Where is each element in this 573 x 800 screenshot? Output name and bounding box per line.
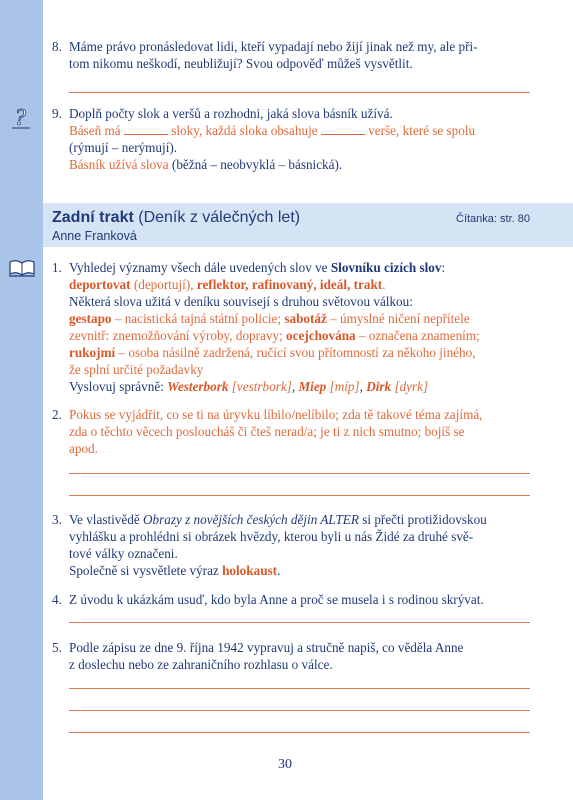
task-3: [52, 511, 530, 579]
text-line: Doplň počty slok a veršů a rozhodni, jaká slova básník užívá.: [69, 106, 393, 121]
text-line: zevnitř: znemožňování výroby, dopravy; ocejchována – označena znamením;: [69, 328, 480, 343]
text-line: Máme právo pronásledovat lidi, kteří vypadají nebo žijí jinak než my, ale při-: [69, 39, 478, 54]
section-header-band: [43, 203, 573, 247]
text-line: Pokus se vyjádřit, co se ti na úryvku líbilo/nelíbilo; zda tě takové téma zajímá,: [69, 407, 483, 422]
task-4: [52, 591, 530, 608]
section-author: Anne Franková: [52, 229, 137, 243]
task-number: 4.: [52, 592, 62, 607]
question-number: 9.: [52, 106, 62, 121]
text-line: Vyhledej významy všech dále uvedených slov ve Slovníku cizích slov:: [69, 260, 446, 275]
text-line: že splní určité požadavky: [69, 362, 204, 377]
text-line: vyhlášku a prohlédni si obrázek hvězdy, kterou byli u nás Židé za druhé svě-: [69, 529, 474, 544]
text-line: Podle zápisu ze dne 9. října 1942 vypravuj a stručně napiš, co věděla Anne: [69, 640, 464, 655]
answer-line[interactable]: [69, 732, 530, 733]
text-line: (rýmují – nerýmují).: [69, 140, 178, 155]
answer-line[interactable]: [69, 622, 530, 623]
text-line: Společně si vysvětlete výraz holokaust.: [69, 563, 281, 578]
question-9: [52, 105, 530, 173]
answer-line[interactable]: [69, 495, 530, 496]
text-line: zda o těchto věcech posloucháš či čteš nerad/a; je ti z nich smutno; bojíš se: [69, 424, 465, 439]
text-line: deportovat (deportují), reflektor, rafinovaný, ideál, trakt.: [69, 277, 386, 292]
answer-line[interactable]: [69, 710, 530, 711]
task-number: 1.: [52, 260, 62, 275]
open-book-icon: [8, 258, 36, 278]
task-number: 5.: [52, 640, 62, 655]
textbook-reference: Čítanka: str. 80: [456, 213, 530, 225]
svg-text:?: ?: [14, 105, 26, 130]
task-5: [52, 639, 530, 673]
text-line: Některá slova užitá v deníku souvisejí s druhou světovou válkou:: [69, 294, 413, 309]
question-number: 8.: [52, 39, 62, 54]
task-number: 3.: [52, 512, 62, 527]
text-line: Vyslovuj správně: Westerbork [vestrbork], Miep [míp], Dirk [dyrk]: [69, 379, 429, 394]
text-line: Ve vlastivědě Obrazy z novějších českých dějin ALTER si přečti protižidovskou: [69, 512, 487, 527]
task-1: [52, 259, 530, 395]
text-line: gestapo – nacistická tajná státní policie; sabotáž – úmyslné ničení nepřítele: [69, 311, 470, 326]
question-8: [52, 38, 530, 72]
blank-field[interactable]: [321, 123, 365, 135]
question-mark-icon: [11, 104, 31, 130]
text-line: z doslechu nebo ze zahraničního rozhlasu o válce.: [69, 657, 333, 672]
page-number: 30: [278, 757, 292, 772]
text-line: Z úvodu k ukázkám usuď, kdo byla Anne a proč se musela i s rodinou skrývat.: [69, 592, 484, 607]
task-number: 2.: [52, 407, 62, 422]
text-line: apod.: [69, 441, 98, 456]
answer-line[interactable]: [69, 688, 530, 689]
text-line: Básník užívá slova (běžná – neobvyklá – básnická).: [69, 157, 343, 172]
text-line: tové války označeni.: [69, 546, 178, 561]
text-line: rukojmí – osoba násilně zadržená, ručící svou přítomností za někoho jiného,: [69, 345, 476, 360]
section-title: Zadní trakt (Deník z válečných let): [52, 209, 301, 226]
fill-in-line: Báseň má sloky, každá sloka obsahuje verše, které se spolu: [69, 123, 476, 138]
blank-field[interactable]: [124, 123, 168, 135]
task-2: [52, 406, 530, 457]
answer-line[interactable]: [69, 92, 530, 93]
answer-line[interactable]: [69, 473, 530, 474]
text-line: tom nikomu neškodí, neubližují? Svou odpověď můžeš vysvětlit.: [69, 56, 413, 71]
